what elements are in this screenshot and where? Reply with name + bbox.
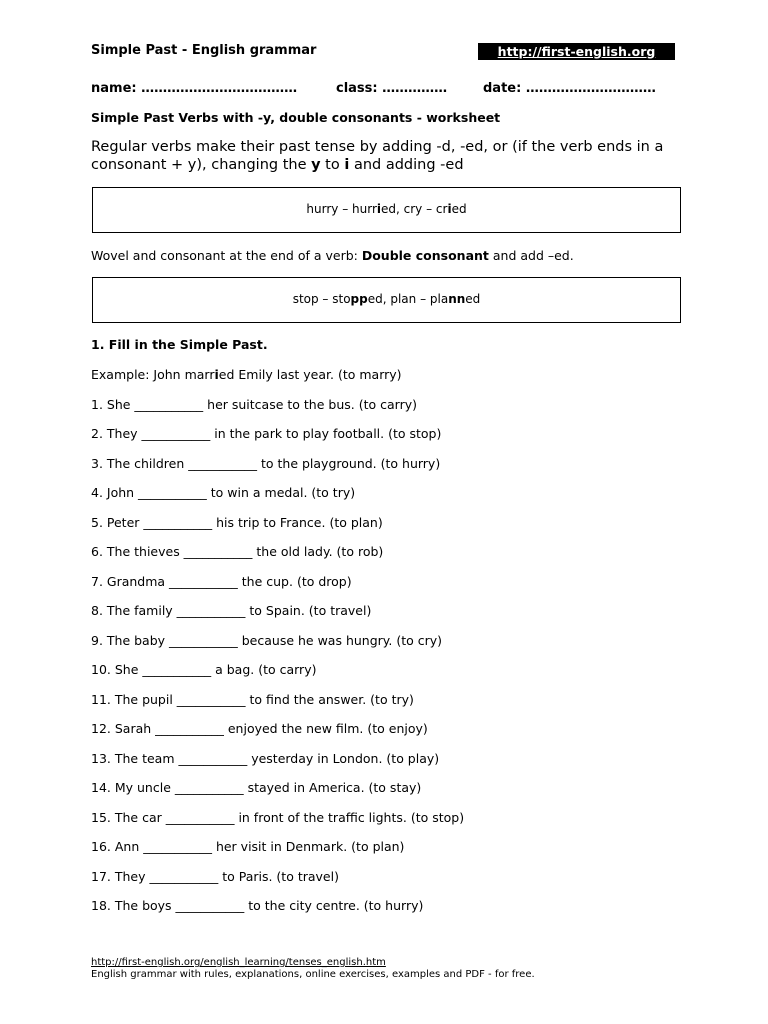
exercise-item: 11. The pupil ___________ to find the answer. (to try) <box>91 692 414 707</box>
rule2-tail: and add –ed. <box>488 248 574 263</box>
box2-text-c: ed <box>465 292 481 306</box>
footer-link[interactable]: http://first-english.org/english_learning/tenses_english.htm <box>91 957 386 968</box>
footer-text: English grammar with rules, explanations, online exercises, examples and PDF - for free. <box>91 969 535 980</box>
example-bold: i <box>214 367 219 382</box>
exercise-item: 14. My uncle ___________ stayed in America. (to stay) <box>91 780 422 795</box>
example-text-a: Example: John marr <box>91 367 215 382</box>
worksheet-subtitle: Simple Past Verbs with -y, double consonants - worksheet <box>91 110 501 125</box>
exercise-item: 9. The baby ___________ because he was hungry. (to cry) <box>91 633 443 648</box>
box1-bold-a: i <box>376 202 382 216</box>
intro-y: y <box>311 157 321 173</box>
exercise-item: 6. The thieves ___________ the old lady. (to rob) <box>91 544 384 559</box>
exercise-item: 10. She ___________ a bag. (to carry) <box>91 662 317 677</box>
site-url-banner[interactable] <box>478 43 675 60</box>
exercise-item: 1. She ___________ her suitcase to the bus. (to carry) <box>91 397 417 412</box>
class-field: class: …………… <box>336 81 448 96</box>
rule-box-y <box>92 187 681 233</box>
box1-text-b: ed, cry – cr <box>381 202 448 216</box>
exercise-item: 2. They ___________ in the park to play football. (to stop) <box>91 426 442 441</box>
exercise-item: 17. They ___________ to Paris. (to travel) <box>91 869 339 884</box>
example-line <box>91 367 402 382</box>
exercise-item: 15. The car ___________ in front of the traffic lights. (to stop) <box>91 810 465 825</box>
rule-box-double <box>92 277 681 323</box>
exercise-item: 5. Peter ___________ his trip to France. (to plan) <box>91 515 383 530</box>
exercise-item: 12. Sarah ___________ enjoyed the new film. (to enjoy) <box>91 721 428 736</box>
exercise-heading: 1. Fill in the Simple Past. <box>91 337 268 352</box>
exercise-item: 18. The boys ___________ to the city centre. (to hurry) <box>91 898 424 913</box>
box1-text-c: ed <box>451 202 467 216</box>
box1-text-a: hurry – hurr <box>306 202 377 216</box>
double-consonant-rule <box>91 248 574 263</box>
exercise-item: 3. The children ___________ to the playground. (to hurry) <box>91 456 441 471</box>
page-title: Simple Past - English grammar <box>91 43 317 58</box>
exercise-item: 4. John ___________ to win a medal. (to try) <box>91 485 356 500</box>
intro-to: to <box>320 157 345 173</box>
exercise-item: 7. Grandma ___________ the cup. (to drop) <box>91 574 352 589</box>
date-field: date: ………………………… <box>483 81 656 96</box>
intro-paragraph <box>91 138 691 174</box>
exercise-item: 13. The team ___________ yesterday in London. (to play) <box>91 751 440 766</box>
box2-bold-a: pp <box>350 292 368 306</box>
box2-text-b: ed, plan – pla <box>367 292 449 306</box>
rule2-text: Wovel and consonant at the end of a verb: <box>91 248 362 263</box>
box1-bold-b: i <box>447 202 452 216</box>
rule2-bold: Double consonant <box>361 248 489 263</box>
intro-i: i <box>344 157 350 173</box>
exercise-item: 16. Ann ___________ her visit in Denmark. (to plan) <box>91 839 405 854</box>
name-field: name: ……………………………… <box>91 81 298 96</box>
exercise-item: 8. The family ___________ to Spain. (to travel) <box>91 603 372 618</box>
intro-text-2: and adding -ed <box>349 157 464 173</box>
intro-text-1: Regular verbs make their past tense by adding -d, -ed, or (if the verb ends in a consonant + y), changing the <box>91 139 664 173</box>
example-text-b: ed Emily last year. (to marry) <box>218 367 402 382</box>
box2-text-a: stop – sto <box>292 292 351 306</box>
site-url-link[interactable]: http://first-english.org <box>497 44 656 59</box>
box2-bold-b: nn <box>448 292 466 306</box>
